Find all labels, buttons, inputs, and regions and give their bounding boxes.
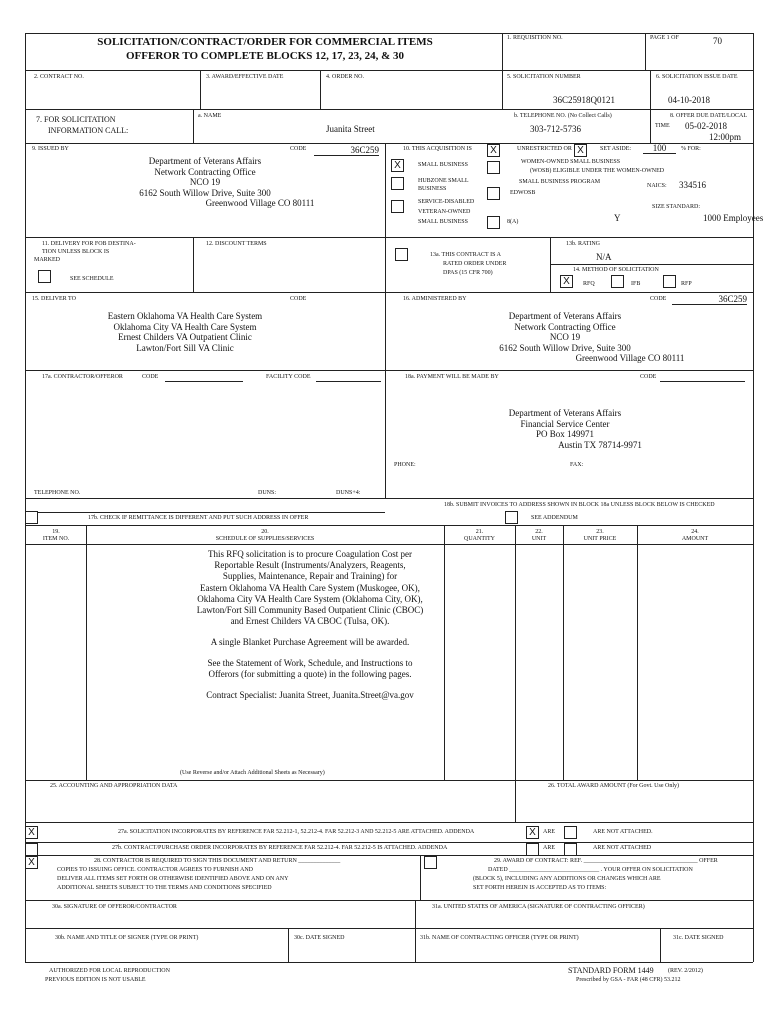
27b-are-not-checkbox[interactable]	[564, 843, 577, 856]
telephone-label: b. TELEPHONE NO. (No Collect Calls)	[514, 113, 612, 119]
sdvosb-label-2: VETERAN-OWNED	[418, 209, 471, 215]
contractor-code-label: CODE	[142, 374, 159, 380]
27a-checkbox[interactable]: X	[25, 826, 38, 839]
col21-label: QUANTITY	[464, 536, 495, 542]
naics-label: NAICS:	[647, 183, 667, 189]
size-standard-value: 1000 Employees	[703, 213, 764, 223]
info-call-label-1: 7. FOR SOLICITATION	[36, 115, 116, 124]
reverse-note: (Use Reverse and/or Attach Additional Sheets as Necessary)	[180, 770, 325, 776]
invoice-label: 18b. SUBMIT INVOICES TO ADDRESS SHOWN IN BLOCK 18a UNLESS BLOCK BELOW IS CHECKED	[444, 502, 715, 508]
28-line-4: ADDITIONAL SHEETS SUBJECT TO THE TERMS AND CONDITIONS SPECIFIED	[57, 885, 272, 891]
total-award-label: 26. TOTAL AWARD AMOUNT (For Govt. Use Only)	[548, 783, 679, 789]
page-label: PAGE 1 OF	[650, 35, 679, 41]
remittance-checkbox[interactable]	[25, 511, 38, 524]
footer-reproduction: AUTHORIZED FOR LOCAL REPRODUCTION	[49, 968, 170, 974]
31a-label: 31a. UNITED STATES OF AMERICA (SIGNATURE OF CONTRACTING OFFICER)	[432, 904, 645, 910]
administered-by-code-label: CODE	[650, 296, 667, 302]
small-business-label: SMALL BUSINESS	[418, 162, 468, 168]
wosb-label-3: SMALL BUSINESS PROGRAM	[519, 179, 601, 185]
sdvosb-label-1: SERVICE-DISABLED	[418, 199, 475, 205]
col19-label: ITEM NO.	[42, 536, 70, 542]
contractor-label: 17a. CONTRACTOR/OFFEROR	[42, 374, 123, 380]
naics-value: 334516	[679, 180, 706, 190]
unrestricted-checkbox[interactable]: X	[487, 144, 500, 157]
rated-order-label-1: 13a. THIS CONTRACT IS A	[430, 252, 501, 258]
info-call-label-2: INFORMATION CALL:	[48, 126, 129, 135]
wosb-checkbox[interactable]	[487, 161, 500, 174]
27a-are-not-label: ARE NOT ATTACHED.	[593, 829, 653, 835]
27b-text: 27b. CONTRACT/PURCHASE ORDER INCORPORATES BY REFERENCE FAR 52.212-4. FAR 52.212-5 IS ATTACHED. ADDENDA	[112, 845, 448, 851]
contractor-telephone-label: TELEPHONE NO.	[34, 490, 81, 496]
duns-label: DUNS:	[258, 490, 277, 496]
block11-label-1: 11. DELIVERY FOR FOB DESTINA-	[42, 241, 136, 247]
30c-label: 30c. DATE SIGNED	[294, 935, 345, 941]
31b-label: 31b. NAME OF CONTRACTING OFFICER (TYPE OR PRINT)	[420, 935, 579, 941]
payment-label: 18a. PAYMENT WILL BE MADE BY	[405, 374, 499, 380]
issued-by-code: 36C259	[314, 145, 379, 156]
issued-by-code-label: CODE	[290, 146, 307, 152]
27a-text: 27a. SOLICITATION INCORPORATES BY REFERENCE FAR 52.212-1, 52.212-4. FAR 52.212-3 AND 52.212-5 ARE ATTACHED. ADDENDA	[118, 829, 475, 835]
rating-value: N/A	[596, 252, 612, 262]
27a-are-not-checkbox[interactable]	[564, 826, 577, 839]
hubzone-label-2: BUSINESS	[418, 186, 447, 192]
29-line-3: (BLOCK 5), INCLUDING ANY ADDITIONS OR CHANGES WHICH ARE	[473, 876, 661, 882]
rfq-label: RFQ	[583, 281, 595, 287]
administered-by-code: 36C259	[672, 294, 747, 305]
size-standard-label: SIZE STANDARD:	[652, 204, 701, 210]
rated-order-checkbox[interactable]	[395, 248, 408, 261]
offer-due-time: 12:00pm	[709, 132, 742, 142]
issue-date-label: 6. SOLICITATION ISSUE DATE	[656, 74, 738, 80]
y-value: Y	[614, 213, 621, 223]
telephone-value: 303-712-5736	[530, 124, 581, 134]
col24-label: AMOUNT	[681, 536, 709, 542]
issue-date: 04-10-2018	[668, 95, 710, 105]
form-title: SOLICITATION/CONTRACT/ORDER FOR COMMERCIAL ITEMS	[97, 36, 433, 48]
hubzone-checkbox[interactable]	[391, 177, 404, 190]
time-label: TIME	[655, 123, 670, 129]
rfq-checkbox[interactable]: X	[560, 275, 573, 288]
27b-are-not-label: ARE NOT ATTACHED	[593, 845, 652, 851]
award-date-label: 3. AWARD/EFFECTIVE DATE	[206, 74, 284, 80]
ifb-checkbox[interactable]	[611, 275, 624, 288]
method-label: 14. METHOD OF SOLICITATION	[573, 267, 659, 273]
deliver-to-address: Eastern Oklahoma VA Health Care System Oklahoma City VA Health Care System Ernest Childers VA Outpatient Clinic Lawton/Fort Sill VA Clinic	[107, 311, 263, 353]
31c-label: 31c. DATE SIGNED	[673, 935, 724, 941]
29-checkbox[interactable]	[424, 856, 437, 869]
30b-label: 30b. NAME AND TITLE OF SIGNER (TYPE OR PRINT)	[55, 935, 199, 941]
rfp-label: RFP	[681, 281, 692, 287]
solicitation-number: 36C25918Q0121	[553, 95, 616, 105]
contact-name: Juanita Street	[326, 124, 375, 134]
col19-num: 19.	[52, 529, 60, 535]
sdvosb-label-3: SMALL BUSINESS	[418, 219, 468, 225]
29-line-1: 29. AWARD OF CONTRACT: REF. ______________________________________ OFFER	[494, 858, 718, 864]
28-line-2: COPIES TO ISSUING OFFICE. CONTRACTOR AGREES TO FURNISH AND	[57, 867, 253, 873]
27b-are-checkbox[interactable]	[526, 843, 539, 856]
facility-code-field[interactable]	[316, 381, 381, 382]
27b-are-label: ARE	[543, 845, 555, 851]
col20-label: SCHEDULE OF SUPPLIES/SERVICES	[215, 536, 315, 542]
bpa-note: A single Blanket Purchase Agreement will be awarded.	[210, 637, 410, 647]
footer-prescribed: Prescribed by GSA - FAR (48 CFR) 53.212	[576, 977, 681, 983]
duns4-label: DUNS+4:	[336, 490, 361, 496]
payment-code-label: CODE	[640, 374, 657, 380]
remittance-label: 17b. CHECK IF REMITTANCE IS DIFFERENT AND PUT SUCH ADDRESS IN OFFER	[88, 515, 309, 521]
offer-due-label: 8. OFFER DUE DATE/LOCAL	[670, 113, 748, 119]
footer-previous-edition: PREVIOUS EDITION IS NOT USABLE	[45, 977, 146, 983]
deliver-to-label: 15. DELIVER TO	[32, 296, 76, 302]
wosb-label-2: (WOSB) ELIGIBLE UNDER THE WOMEN-OWNED	[530, 168, 665, 174]
payment-code-field[interactable]	[660, 381, 745, 382]
sow-note: See the Statement of Work, Schedule, and Instructions to Offerors (for submitting a quote) in the following pages.	[207, 658, 413, 680]
see-addendum-checkbox[interactable]	[505, 511, 518, 524]
deliver-to-code-label: CODE	[290, 296, 307, 302]
contract-specialist: Contract Specialist: Juanita Street, Juanita.Street@va.gov	[206, 690, 414, 700]
29-line-2: DATED ______________________________ . YOUR OFFER ON SOLICITATION	[488, 867, 693, 873]
wosb-label-1: WOMEN-OWNED SMALL BUSINESS	[521, 159, 621, 165]
small-business-checkbox[interactable]: X	[391, 159, 404, 172]
issued-by-label: 9. ISSUED BY	[32, 146, 69, 152]
rated-order-label-2: RATED ORDER UNDER	[443, 261, 507, 267]
acquisition-label: 10. THIS ACQUISITION IS	[403, 146, 472, 152]
set-aside-label: SET ASIDE:	[600, 146, 632, 152]
payment-fax-label: FAX:	[570, 462, 584, 468]
rfp-checkbox[interactable]	[663, 275, 676, 288]
ifb-label: IFB	[631, 281, 641, 287]
footer-form-number: STANDARD FORM 1449	[568, 966, 654, 975]
administered-by-address: Department of Veterans Affairs Network Contracting Office NCO 19 6162 South Willow Drive, Suite 300 Greenwood Village CO 80111	[499, 311, 685, 363]
offer-due-date: 05-02-2018	[685, 121, 727, 131]
administered-by-label: 16. ADMINISTERED BY	[403, 296, 467, 302]
payment-address: Department of Veterans Affairs Financial Service Center PO Box 149971 Austin TX 78714-9971	[508, 408, 642, 450]
block11-label-2: TION UNLESS BLOCK IS	[42, 249, 110, 255]
footer-revision: (REV. 2/2012)	[668, 968, 703, 974]
contractor-code-field[interactable]	[165, 381, 243, 382]
see-schedule-label: SEE SCHEDULE	[70, 276, 114, 282]
rating-label: 13b. RATING	[566, 241, 600, 247]
order-no-label: 4. ORDER NO.	[326, 74, 365, 80]
unrestricted-label: UNRESTRICTED OR	[517, 146, 572, 152]
facility-code-label: FACILITY CODE	[266, 374, 311, 380]
sdvosb-checkbox[interactable]	[391, 200, 404, 213]
col21-num: 21.	[475, 529, 484, 535]
col24-num: 24.	[691, 529, 699, 535]
contract-no-label: 2. CONTRACT NO.	[34, 74, 84, 80]
eight-a-label: 8(A)	[507, 219, 519, 225]
hubzone-label-1: HUBZONE SMALL	[418, 178, 469, 184]
page-total: 70	[713, 36, 722, 46]
29-line-4: SET FORTH HEREIN IS ACCEPTED AS TO ITEMS:	[473, 885, 607, 891]
27b-checkbox[interactable]	[25, 843, 38, 856]
28-checkbox[interactable]: X	[25, 856, 38, 869]
form-subtitle: OFFEROR TO COMPLETE BLOCKS 12, 17, 23, 24, & 30	[126, 50, 404, 62]
eight-a-checkbox[interactable]	[487, 216, 500, 229]
27a-are-label: ARE	[543, 829, 555, 835]
accounting-label: 25. ACCOUNTING AND APPROPRIATION DATA	[50, 783, 178, 789]
set-aside-percent: 100	[643, 143, 676, 154]
rated-order-label-3: DPAS (15 CFR 700)	[443, 270, 493, 276]
28-line-3: DELIVER ALL ITEMS SET FORTH OR OTHERWISE IDENTIFIED ABOVE AND ON ANY	[57, 876, 289, 882]
schedule-description: This RFQ solicitation is to procure Coagulation Cost per Reportable Result (Instruments/Analyzers, Reagents, Supplies, Maintenance, Repair and Training) for Eastern Oklahoma VA Health Care System (Muskogee, OK), Oklahoma City VA Health Care System (Oklahoma City, OK), Lawton/Fort Sill Community Based Outpatient Clinic (CBOC) and Ernest Childers VA CBOC (Tulsa, OK).	[196, 549, 424, 627]
name-label: a. NAME	[198, 113, 222, 119]
edwosb-checkbox[interactable]	[487, 187, 500, 200]
discount-terms-label: 12. DISCOUNT TERMS	[206, 241, 267, 247]
28-line-1: 28. CONTRACTOR IS REQUIRED TO SIGN THIS DOCUMENT AND RETURN ______________	[94, 858, 341, 864]
col20-num: 20.	[261, 529, 269, 535]
see-addendum-label: SEE ADDENDUM	[531, 515, 578, 521]
payment-phone-label: PHONE:	[394, 462, 416, 468]
see-schedule-checkbox[interactable]	[38, 270, 51, 283]
set-aside-checkbox[interactable]: X	[574, 144, 587, 157]
30a-label: 30a. SIGNATURE OF OFFEROR/CONTRACTOR	[52, 904, 177, 910]
col23-label: UNIT PRICE	[583, 536, 617, 542]
edwosb-label: EDWOSB	[510, 190, 536, 196]
col22-label: UNIT	[531, 536, 547, 542]
issued-by-address: Department of Veterans Affairs Network Contracting Office NCO 19 6162 South Willow Drive, Suite 300 Greenwood Village CO 80111	[139, 156, 315, 208]
requisition-no-label: 1. REQUISITION NO.	[507, 35, 563, 41]
solicitation-number-label: 5. SOLICITATION NUMBER	[507, 74, 581, 80]
percent-for-label: % FOR:	[681, 146, 701, 152]
27a-are-checkbox[interactable]: X	[526, 826, 539, 839]
col22-num: 22.	[535, 529, 543, 535]
block11-label-3: MARKED	[34, 257, 61, 263]
col23-num: 23.	[596, 529, 604, 535]
